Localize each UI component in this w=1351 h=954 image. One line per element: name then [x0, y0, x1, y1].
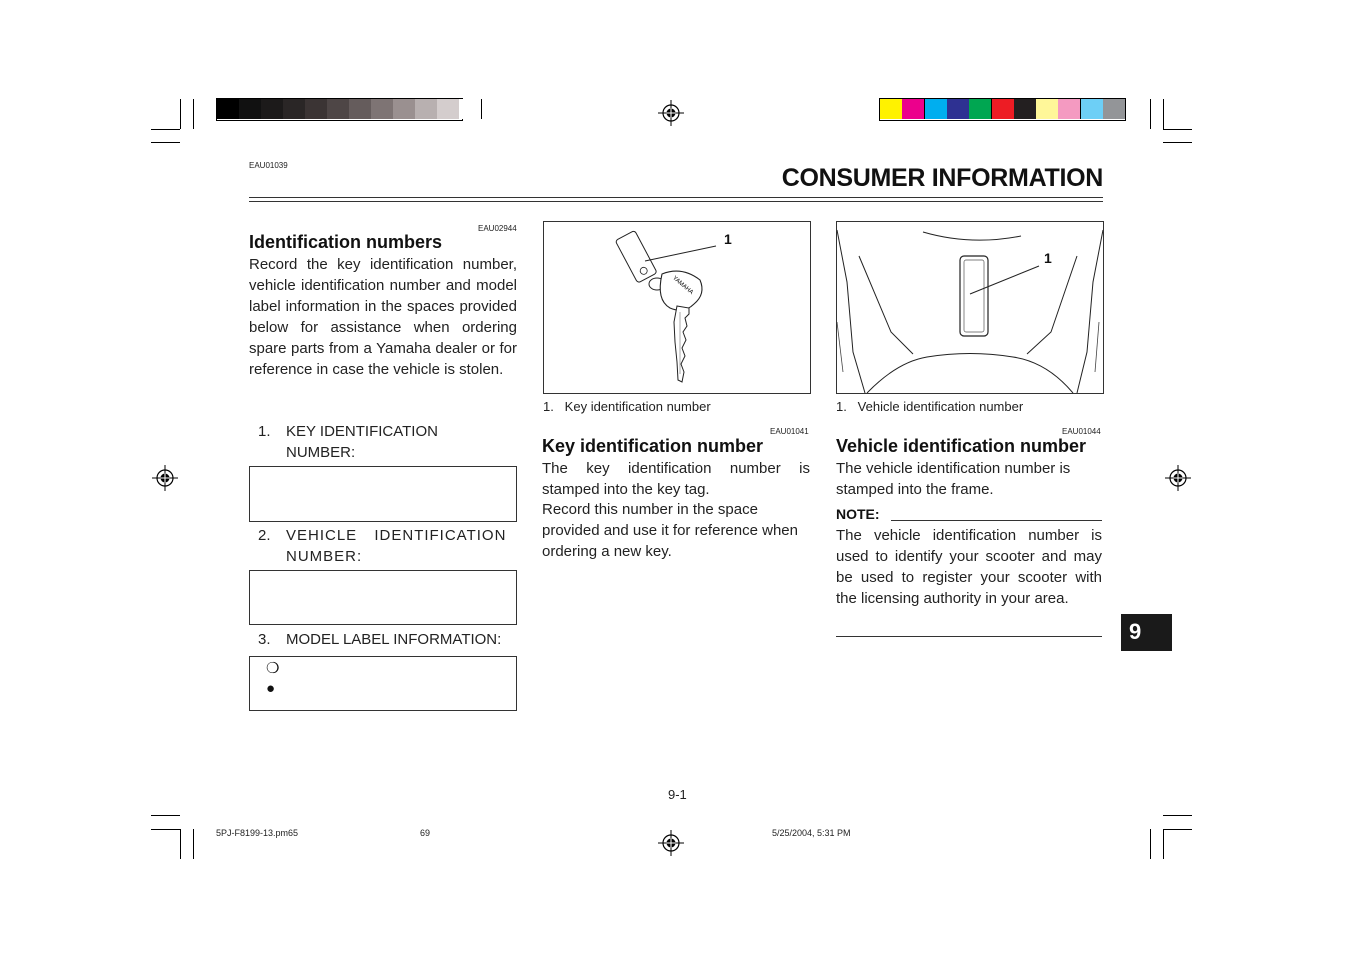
figure-callout: 1 — [1044, 250, 1052, 266]
page-number: 9-1 — [668, 787, 687, 802]
crop-mark — [151, 815, 180, 816]
vehicle-figure-frame — [836, 221, 1104, 394]
grayscale-swatch — [415, 99, 438, 119]
note-rule — [891, 520, 1102, 521]
footer-file: 5PJ-F8199-13.pm65 — [216, 828, 299, 838]
crop-mark — [1163, 829, 1164, 859]
grayscale-swatch — [261, 99, 284, 119]
process-color-swatch — [1036, 99, 1059, 119]
key-number-entry-box[interactable] — [249, 466, 517, 522]
crop-mark — [151, 129, 180, 130]
list-item-number: 3. — [258, 631, 271, 648]
key-illustration-icon — [544, 222, 810, 393]
chapter-tab-number: 9 — [1129, 619, 1142, 644]
grayscale-swatch — [283, 99, 306, 119]
figure-caption: 1. Vehicle identification number — [836, 399, 1024, 414]
model-label-entry-box[interactable] — [249, 656, 517, 711]
page-title: CONSUMER INFORMATION — [781, 164, 1103, 192]
process-color-swatch — [925, 99, 948, 119]
list-item-number: 1. — [258, 423, 271, 440]
crop-mark — [151, 829, 180, 830]
vehicle-frame-illustration-icon — [837, 222, 1103, 393]
footer-datetime: 5/25/2004, 5:31 PM — [772, 828, 851, 838]
note-text: The vehicle identification number is used to identify your scooter and may be used to register your scooter with the licensing authority in your area. — [836, 527, 1102, 607]
grayscale-swatch — [349, 99, 372, 119]
crop-mark — [1163, 815, 1192, 816]
registration-mark-icon — [658, 830, 684, 856]
crop-mark — [1163, 129, 1192, 130]
title-rule — [249, 201, 1103, 202]
model-label-filled-circle-icon: ● — [266, 680, 276, 697]
section-code: EAU02944 — [478, 224, 517, 233]
grayscale-swatch — [217, 99, 240, 119]
list-item-label: KEY IDENTIFICATION NUMBER: — [286, 423, 438, 461]
grayscale-swatch — [371, 99, 394, 119]
list-item-label: VEHICLE IDENTIFICATION NUMBER: — [286, 527, 507, 565]
section-heading: Key identification number — [542, 436, 764, 456]
crop-mark — [1150, 99, 1151, 129]
crop-mark — [1163, 829, 1192, 830]
key-brand-text: YAMAHA — [671, 275, 695, 296]
grayscale-swatch — [459, 99, 482, 119]
crop-mark — [1150, 829, 1151, 859]
crop-mark — [180, 829, 181, 859]
process-color-swatch — [969, 99, 992, 119]
process-color-swatch — [1058, 99, 1081, 119]
crop-mark — [193, 99, 194, 129]
section-heading: Identification numbers — [249, 232, 443, 252]
section-paragraph: Record this number in the space provided and use it for reference when ordering a new key. — [542, 501, 798, 560]
crop-mark — [193, 829, 194, 859]
grayscale-swatch — [305, 99, 328, 119]
grayscale-swatch — [239, 99, 262, 119]
process-color-swatch — [1014, 99, 1037, 119]
list-item-label: MODEL LABEL INFORMATION: — [286, 631, 502, 648]
crop-mark — [1163, 142, 1192, 143]
grayscale-swatch — [437, 99, 460, 119]
crop-mark — [151, 142, 180, 143]
process-color-swatch — [880, 99, 903, 119]
crop-mark — [1163, 99, 1164, 129]
grayscale-swatch — [327, 99, 350, 119]
key-figure-frame — [543, 221, 811, 394]
figure-caption: 1. Key identification number — [543, 399, 711, 414]
process-color-swatch — [902, 99, 925, 119]
model-label-open-circle-icon: ❍ — [266, 660, 280, 677]
registration-mark-icon — [1165, 465, 1191, 491]
footer-page: 69 — [420, 828, 431, 838]
grayscale-swatch — [393, 99, 416, 119]
title-rule — [249, 197, 1103, 198]
figure-callout: 1 — [724, 231, 732, 247]
section-paragraph: Record the key identification number, vehicle identification number and model label information in the spaces provided below for assistance when ordering spare parts from a Yamaha dealer or for reference in case the vehicle is stolen. — [249, 256, 517, 378]
process-color-swatch — [1103, 99, 1126, 119]
registration-mark-icon — [152, 465, 178, 491]
section-heading: Vehicle identification number — [836, 436, 1087, 456]
process-color-swatch — [992, 99, 1015, 119]
section-paragraph: The vehicle identification number is stamped into the frame. — [836, 460, 1071, 498]
list-item-number: 2. — [258, 527, 271, 544]
note-end-rule — [836, 636, 1102, 637]
registration-mark-icon — [658, 100, 684, 126]
section-paragraph: The key identification number is stamped into the key tag. — [542, 460, 810, 498]
section-code: EAU01041 — [770, 427, 809, 436]
process-color-swatch — [947, 99, 970, 119]
vehicle-number-entry-box[interactable] — [249, 570, 517, 625]
doc-code: EAU01039 — [249, 161, 288, 170]
section-code: EAU01044 — [1062, 427, 1101, 436]
process-color-swatch — [1081, 99, 1104, 119]
note-label: NOTE: — [836, 506, 880, 522]
crop-mark — [180, 99, 181, 129]
